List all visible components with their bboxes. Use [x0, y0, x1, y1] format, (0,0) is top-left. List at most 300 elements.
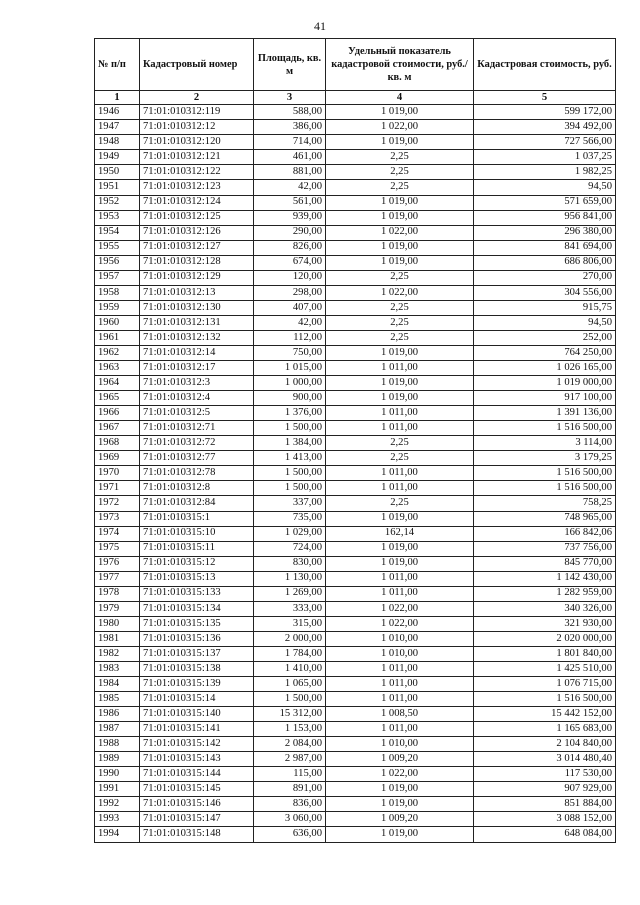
table-row [95, 120, 616, 135]
area-cell: 1 015,00 [254, 361, 326, 376]
cadastral-value-cell: 1 516 500,00 [474, 421, 616, 436]
row-number-cell: 1949 [95, 150, 140, 165]
unit-value-cell: 1 019,00 [326, 376, 474, 391]
header-area: Площадь, кв. м [254, 39, 326, 91]
cadastral-value-cell: 748 965,00 [474, 511, 616, 526]
area-cell: 115,00 [254, 767, 326, 782]
cadastral-number-cell: 71:01:010315:1 [140, 511, 254, 526]
table-row [95, 225, 616, 240]
cadastral-number-cell: 71:01:010315:142 [140, 737, 254, 752]
unit-value-cell: 2,25 [326, 300, 474, 315]
cadastral-value-cell: 1 282 959,00 [474, 586, 616, 601]
row-number-cell: 1978 [95, 586, 140, 601]
column-number: 3 [254, 91, 326, 105]
table-row [95, 315, 616, 330]
unit-value-cell: 1 019,00 [326, 210, 474, 225]
cadastral-value-cell: 2 104 840,00 [474, 737, 616, 752]
cadastral-value-table [94, 38, 616, 843]
area-cell: 42,00 [254, 315, 326, 330]
cadastral-number-cell: 71:01:010315:144 [140, 767, 254, 782]
row-number-cell: 1967 [95, 421, 140, 436]
row-number-cell: 1956 [95, 255, 140, 270]
cadastral-number-cell: 71:01:010312:120 [140, 135, 254, 150]
unit-value-cell: 1 022,00 [326, 616, 474, 631]
area-cell: 1 000,00 [254, 376, 326, 391]
column-number-row [95, 91, 616, 105]
unit-value-cell: 1 019,00 [326, 541, 474, 556]
area-cell: 1 130,00 [254, 571, 326, 586]
header-cadastral-value: Кадастровая стоимость, руб. [474, 39, 616, 91]
unit-value-cell: 1 010,00 [326, 646, 474, 661]
table-row [95, 421, 616, 436]
row-number-cell: 1976 [95, 556, 140, 571]
area-cell: 290,00 [254, 225, 326, 240]
table-row [95, 526, 616, 541]
cadastral-value-cell: 252,00 [474, 330, 616, 345]
table-row [95, 661, 616, 676]
row-number-cell: 1977 [95, 571, 140, 586]
cadastral-value-cell: 15 442 152,00 [474, 707, 616, 722]
cadastral-number-cell: 71:01:010315:139 [140, 677, 254, 692]
row-number-cell: 1969 [95, 451, 140, 466]
cadastral-number-cell: 71:01:010315:138 [140, 661, 254, 676]
table-row [95, 827, 616, 842]
cadastral-number-cell: 71:01:010315:134 [140, 601, 254, 616]
area-cell: 1 384,00 [254, 436, 326, 451]
cadastral-number-cell: 71:01:010312:8 [140, 481, 254, 496]
cadastral-number-cell: 71:01:010315:148 [140, 827, 254, 842]
table-row [95, 391, 616, 406]
table-row [95, 180, 616, 195]
area-cell: 750,00 [254, 345, 326, 360]
cadastral-value-cell: 571 659,00 [474, 195, 616, 210]
cadastral-value-cell: 599 172,00 [474, 105, 616, 120]
table-row [95, 797, 616, 812]
row-number-cell: 1994 [95, 827, 140, 842]
table-row [95, 767, 616, 782]
row-number-cell: 1955 [95, 240, 140, 255]
unit-value-cell: 1 019,00 [326, 345, 474, 360]
row-number-cell: 1986 [95, 707, 140, 722]
cadastral-number-cell: 71:01:010312:5 [140, 406, 254, 421]
area-cell: 315,00 [254, 616, 326, 631]
area-cell: 42,00 [254, 180, 326, 195]
area-cell: 561,00 [254, 195, 326, 210]
cadastral-number-cell: 71:01:010315:137 [140, 646, 254, 661]
area-cell: 881,00 [254, 165, 326, 180]
area-cell: 830,00 [254, 556, 326, 571]
area-cell: 1 269,00 [254, 586, 326, 601]
cadastral-value-cell: 1 801 840,00 [474, 646, 616, 661]
table-row [95, 511, 616, 526]
row-number-cell: 1948 [95, 135, 140, 150]
unit-value-cell: 1 022,00 [326, 285, 474, 300]
cadastral-value-cell: 1 165 683,00 [474, 722, 616, 737]
unit-value-cell: 1 019,00 [326, 797, 474, 812]
cadastral-value-cell: 841 694,00 [474, 240, 616, 255]
table-row [95, 165, 616, 180]
table-row [95, 345, 616, 360]
cadastral-value-cell: 917 100,00 [474, 391, 616, 406]
table-row [95, 300, 616, 315]
cadastral-value-cell: 304 556,00 [474, 285, 616, 300]
cadastral-number-cell: 71:01:010315:135 [140, 616, 254, 631]
cadastral-number-cell: 71:01:010312:78 [140, 466, 254, 481]
row-number-cell: 1971 [95, 481, 140, 496]
unit-value-cell: 1 011,00 [326, 571, 474, 586]
row-number-cell: 1974 [95, 526, 140, 541]
table-row [95, 707, 616, 722]
table-row [95, 255, 616, 270]
unit-value-cell: 1 008,50 [326, 707, 474, 722]
cadastral-number-cell: 71:01:010315:10 [140, 526, 254, 541]
unit-value-cell: 1 010,00 [326, 631, 474, 646]
unit-value-cell: 1 019,00 [326, 195, 474, 210]
unit-value-cell: 1 019,00 [326, 105, 474, 120]
cadastral-value-cell: 1 019 000,00 [474, 376, 616, 391]
row-number-cell: 1958 [95, 285, 140, 300]
header-num: № п/п [95, 39, 140, 91]
cadastral-number-cell: 71:01:010312:12 [140, 120, 254, 135]
area-cell: 1 410,00 [254, 661, 326, 676]
unit-value-cell: 2,25 [326, 330, 474, 345]
unit-value-cell: 1 009,20 [326, 812, 474, 827]
cadastral-value-cell: 956 841,00 [474, 210, 616, 225]
area-cell: 714,00 [254, 135, 326, 150]
cadastral-number-cell: 71:01:010312:130 [140, 300, 254, 315]
cadastral-value-cell: 2 020 000,00 [474, 631, 616, 646]
cadastral-number-cell: 71:01:010312:124 [140, 195, 254, 210]
row-number-cell: 1947 [95, 120, 140, 135]
cadastral-number-cell: 71:01:010315:12 [140, 556, 254, 571]
row-number-cell: 1987 [95, 722, 140, 737]
cadastral-number-cell: 71:01:010315:11 [140, 541, 254, 556]
area-cell: 333,00 [254, 601, 326, 616]
table-row [95, 330, 616, 345]
area-cell: 461,00 [254, 150, 326, 165]
cadastral-value-cell: 758,25 [474, 496, 616, 511]
table-row [95, 677, 616, 692]
row-number-cell: 1975 [95, 541, 140, 556]
area-cell: 1 029,00 [254, 526, 326, 541]
cadastral-value-cell: 737 756,00 [474, 541, 616, 556]
cadastral-number-cell: 71:01:010312:121 [140, 150, 254, 165]
table-row [95, 195, 616, 210]
unit-value-cell: 1 011,00 [326, 722, 474, 737]
area-cell: 298,00 [254, 285, 326, 300]
area-cell: 891,00 [254, 782, 326, 797]
cadastral-value-cell: 1 076 715,00 [474, 677, 616, 692]
row-number-cell: 1990 [95, 767, 140, 782]
table-row [95, 496, 616, 511]
cadastral-number-cell: 71:01:010315:141 [140, 722, 254, 737]
row-number-cell: 1993 [95, 812, 140, 827]
row-number-cell: 1960 [95, 315, 140, 330]
cadastral-number-cell: 71:01:010312:126 [140, 225, 254, 240]
table-row [95, 752, 616, 767]
table-row [95, 616, 616, 631]
unit-value-cell: 2,25 [326, 315, 474, 330]
area-cell: 826,00 [254, 240, 326, 255]
page-number: 41 [314, 19, 326, 33]
unit-value-cell: 1 009,20 [326, 752, 474, 767]
unit-value-cell: 1 022,00 [326, 767, 474, 782]
cadastral-value-cell: 764 250,00 [474, 345, 616, 360]
cadastral-value-cell: 915,75 [474, 300, 616, 315]
cadastral-value-cell: 94,50 [474, 315, 616, 330]
cadastral-number-cell: 71:01:010312:84 [140, 496, 254, 511]
unit-value-cell: 2,25 [326, 496, 474, 511]
table-row [95, 240, 616, 255]
table-row [95, 601, 616, 616]
area-cell: 939,00 [254, 210, 326, 225]
unit-value-cell: 1 011,00 [326, 586, 474, 601]
unit-value-cell: 1 022,00 [326, 601, 474, 616]
area-cell: 1 153,00 [254, 722, 326, 737]
area-cell: 1 500,00 [254, 466, 326, 481]
table-row [95, 541, 616, 556]
row-number-cell: 1989 [95, 752, 140, 767]
row-number-cell: 1970 [95, 466, 140, 481]
row-number-cell: 1972 [95, 496, 140, 511]
column-number: 2 [140, 91, 254, 105]
area-cell: 337,00 [254, 496, 326, 511]
area-cell: 1 500,00 [254, 481, 326, 496]
unit-value-cell: 1 011,00 [326, 406, 474, 421]
column-number: 1 [95, 91, 140, 105]
cadastral-number-cell: 71:01:010315:147 [140, 812, 254, 827]
table-row [95, 135, 616, 150]
table-row [95, 481, 616, 496]
cadastral-value-cell: 94,50 [474, 180, 616, 195]
cadastral-value-cell: 907 929,00 [474, 782, 616, 797]
unit-value-cell: 1 019,00 [326, 827, 474, 842]
table-row [95, 782, 616, 797]
row-number-cell: 1957 [95, 270, 140, 285]
row-number-cell: 1988 [95, 737, 140, 752]
row-number-cell: 1983 [95, 661, 140, 676]
area-cell: 636,00 [254, 827, 326, 842]
cadastral-number-cell: 71:01:010312:77 [140, 451, 254, 466]
cadastral-value-cell: 1 037,25 [474, 150, 616, 165]
cadastral-value-cell: 270,00 [474, 270, 616, 285]
header-cadastral-number: Кадастровый номер [140, 39, 254, 91]
row-number-cell: 1952 [95, 195, 140, 210]
row-number-cell: 1946 [95, 105, 140, 120]
row-number-cell: 1961 [95, 330, 140, 345]
unit-value-cell: 1 011,00 [326, 661, 474, 676]
unit-value-cell: 1 010,00 [326, 737, 474, 752]
cadastral-value-cell: 1 516 500,00 [474, 481, 616, 496]
cadastral-value-cell: 117 530,00 [474, 767, 616, 782]
row-number-cell: 1980 [95, 616, 140, 631]
cadastral-value-cell: 394 492,00 [474, 120, 616, 135]
area-cell: 386,00 [254, 120, 326, 135]
cadastral-value-cell: 296 380,00 [474, 225, 616, 240]
table-row [95, 270, 616, 285]
unit-value-cell: 2,25 [326, 451, 474, 466]
cadastral-number-cell: 71:01:010312:13 [140, 285, 254, 300]
cadastral-number-cell: 71:01:010315:146 [140, 797, 254, 812]
area-cell: 120,00 [254, 270, 326, 285]
column-number: 4 [326, 91, 474, 105]
cadastral-value-cell: 1 982,25 [474, 165, 616, 180]
area-cell: 900,00 [254, 391, 326, 406]
table-row [95, 466, 616, 481]
table-row [95, 376, 616, 391]
row-number-cell: 1959 [95, 300, 140, 315]
cadastral-value-cell: 851 884,00 [474, 797, 616, 812]
cadastral-value-cell: 1 516 500,00 [474, 466, 616, 481]
cadastral-number-cell: 71:01:010315:145 [140, 782, 254, 797]
cadastral-value-cell: 648 084,00 [474, 827, 616, 842]
header-unit-value: Удельный показатель кадастровой стоимости, руб./кв. м [326, 39, 474, 91]
cadastral-value-cell: 1 516 500,00 [474, 692, 616, 707]
cadastral-number-cell: 71:01:010312:71 [140, 421, 254, 436]
cadastral-number-cell: 71:01:010315:13 [140, 571, 254, 586]
unit-value-cell: 2,25 [326, 150, 474, 165]
cadastral-number-cell: 71:01:010312:127 [140, 240, 254, 255]
row-number-cell: 1968 [95, 436, 140, 451]
row-number-cell: 1979 [95, 601, 140, 616]
cadastral-value-cell: 686 806,00 [474, 255, 616, 270]
cadastral-value-cell: 1 142 430,00 [474, 571, 616, 586]
unit-value-cell: 1 022,00 [326, 225, 474, 240]
cadastral-value-cell: 340 326,00 [474, 601, 616, 616]
row-number-cell: 1963 [95, 361, 140, 376]
table-row [95, 361, 616, 376]
cadastral-number-cell: 71:01:010315:143 [140, 752, 254, 767]
table-row [95, 646, 616, 661]
cadastral-number-cell: 71:01:010315:140 [140, 707, 254, 722]
cadastral-number-cell: 71:01:010312:129 [140, 270, 254, 285]
cadastral-number-cell: 71:01:010312:72 [140, 436, 254, 451]
unit-value-cell: 1 019,00 [326, 556, 474, 571]
row-number-cell: 1984 [95, 677, 140, 692]
unit-value-cell: 1 011,00 [326, 481, 474, 496]
table-row [95, 722, 616, 737]
row-number-cell: 1962 [95, 345, 140, 360]
cadastral-number-cell: 71:01:010312:131 [140, 315, 254, 330]
area-cell: 2 000,00 [254, 631, 326, 646]
unit-value-cell: 1 019,00 [326, 135, 474, 150]
table-row [95, 631, 616, 646]
row-number-cell: 1950 [95, 165, 140, 180]
cadastral-number-cell: 71:01:010315:14 [140, 692, 254, 707]
row-number-cell: 1992 [95, 797, 140, 812]
area-cell: 15 312,00 [254, 707, 326, 722]
row-number-cell: 1964 [95, 376, 140, 391]
row-number-cell: 1965 [95, 391, 140, 406]
table-row [95, 586, 616, 601]
area-cell: 1 784,00 [254, 646, 326, 661]
table-row [95, 436, 616, 451]
cadastral-value-cell: 1 425 510,00 [474, 661, 616, 676]
table-row [95, 812, 616, 827]
column-number: 5 [474, 91, 616, 105]
cadastral-number-cell: 71:01:010315:133 [140, 586, 254, 601]
cadastral-number-cell: 71:01:010312:3 [140, 376, 254, 391]
cadastral-number-cell: 71:01:010312:132 [140, 330, 254, 345]
table-row [95, 406, 616, 421]
cadastral-number-cell: 71:01:010312:119 [140, 105, 254, 120]
area-cell: 1 413,00 [254, 451, 326, 466]
cadastral-value-cell: 3 179,25 [474, 451, 616, 466]
cadastral-number-cell: 71:01:010312:123 [140, 180, 254, 195]
area-cell: 674,00 [254, 255, 326, 270]
row-number-cell: 1985 [95, 692, 140, 707]
unit-value-cell: 1 011,00 [326, 692, 474, 707]
unit-value-cell: 2,25 [326, 270, 474, 285]
table-row [95, 105, 616, 120]
unit-value-cell: 1 011,00 [326, 466, 474, 481]
cadastral-value-cell: 3 014 480,40 [474, 752, 616, 767]
table-body [95, 105, 616, 842]
cadastral-number-cell: 71:01:010312:14 [140, 345, 254, 360]
unit-value-cell: 1 019,00 [326, 511, 474, 526]
table-row [95, 285, 616, 300]
unit-value-cell: 1 011,00 [326, 421, 474, 436]
area-cell: 3 060,00 [254, 812, 326, 827]
area-cell: 2 084,00 [254, 737, 326, 752]
row-number-cell: 1951 [95, 180, 140, 195]
cadastral-value-cell: 3 088 152,00 [474, 812, 616, 827]
cadastral-number-cell: 71:01:010312:128 [140, 255, 254, 270]
unit-value-cell: 162,14 [326, 526, 474, 541]
cadastral-number-cell: 71:01:010312:125 [140, 210, 254, 225]
area-cell: 1 376,00 [254, 406, 326, 421]
table-row [95, 692, 616, 707]
unit-value-cell: 1 011,00 [326, 361, 474, 376]
table-row [95, 210, 616, 225]
unit-value-cell: 1 019,00 [326, 255, 474, 270]
unit-value-cell: 1 019,00 [326, 240, 474, 255]
unit-value-cell: 2,25 [326, 180, 474, 195]
row-number-cell: 1973 [95, 511, 140, 526]
table-header-row [95, 39, 616, 91]
cadastral-value-cell: 1 391 136,00 [474, 406, 616, 421]
cadastral-number-cell: 71:01:010312:122 [140, 165, 254, 180]
table-row [95, 150, 616, 165]
cadastral-value-cell: 727 566,00 [474, 135, 616, 150]
area-cell: 407,00 [254, 300, 326, 315]
cadastral-number-cell: 71:01:010312:4 [140, 391, 254, 406]
table-row [95, 737, 616, 752]
row-number-cell: 1991 [95, 782, 140, 797]
row-number-cell: 1953 [95, 210, 140, 225]
unit-value-cell: 1 019,00 [326, 391, 474, 406]
unit-value-cell: 2,25 [326, 165, 474, 180]
table-row [95, 451, 616, 466]
unit-value-cell: 2,25 [326, 436, 474, 451]
row-number-cell: 1966 [95, 406, 140, 421]
cadastral-value-cell: 321 930,00 [474, 616, 616, 631]
row-number-cell: 1982 [95, 646, 140, 661]
cadastral-value-cell: 166 842,06 [474, 526, 616, 541]
row-number-cell: 1981 [95, 631, 140, 646]
area-cell: 2 987,00 [254, 752, 326, 767]
area-cell: 724,00 [254, 541, 326, 556]
row-number-cell: 1954 [95, 225, 140, 240]
area-cell: 1 065,00 [254, 677, 326, 692]
cadastral-number-cell: 71:01:010315:136 [140, 631, 254, 646]
area-cell: 112,00 [254, 330, 326, 345]
area-cell: 588,00 [254, 105, 326, 120]
unit-value-cell: 1 022,00 [326, 120, 474, 135]
area-cell: 735,00 [254, 511, 326, 526]
cadastral-value-cell: 1 026 165,00 [474, 361, 616, 376]
cadastral-number-cell: 71:01:010312:17 [140, 361, 254, 376]
